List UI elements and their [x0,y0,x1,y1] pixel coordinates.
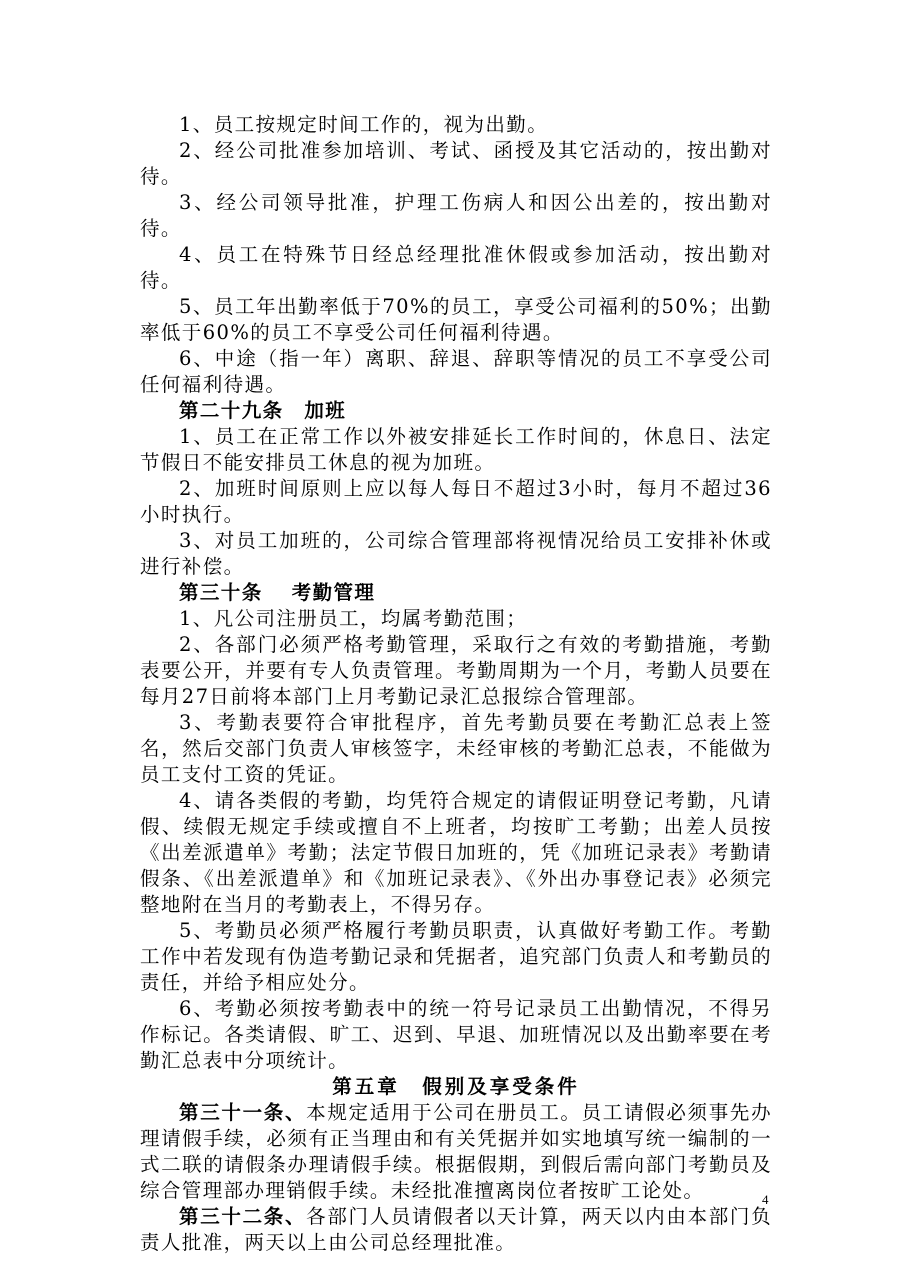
article-32-body: 各部门人员请假者以天计算，两天以内由本部门负责人批准，两天以上由公司总经理批准。 [140,1205,772,1254]
page-body [140,112,772,1256]
paragraph: 2、各部门必须严格考勤管理，采取行之有效的考勤措施，考勤表要公开，并要有专人负责管理。考勤周期为一个月，考勤人员要在每月27日前将本部门上月考勤记录汇总报综合管理部。 [140,633,772,708]
paragraph: 6、考勤必须按考勤表中的统一符号记录员工出勤情况，不得另作标记。各类请假、旷工、迟到、早退、加班情况以及出勤率要在考勤汇总表中分项统计。 [140,997,772,1072]
page-number: 4 [762,1192,769,1207]
paragraph: 2、经公司批准参加培训、考试、函授及其它活动的，按出勤对待。 [140,139,772,188]
paragraph: 6、中途（指一年）离职、辞退、辞职等情况的员工不享受公司任何福利待遇。 [140,347,772,396]
article-31-paragraph [140,1100,772,1204]
paragraph: 5、考勤员必须严格履行考勤员职责，认真做好考勤工作。考勤工作中若发现有伪造考勤记录和凭据者，追究部门负责人和考勤员的责任，并给予相应处分。 [140,919,772,994]
article-30-heading: 第三十条 考勤管理 [179,581,376,604]
paragraph: 2、加班时间原则上应以每人每日不超过3小时，每月不超过36小时执行。 [140,477,772,526]
article-32-title: 第三十二条、 [179,1205,307,1228]
paragraph: 1、员工在正常工作以外被安排延长工作时间的，休息日、法定节假日不能安排员工休息的视为加班。 [140,425,772,474]
article-32-paragraph [140,1204,772,1256]
chapter-5-heading: 第五章 假别及享受条件 [332,1075,580,1098]
paragraph: 5、员工年出勤率低于70%的员工，享受公司福利的50%；出勤率低于60%的员工不享受公司任何福利待遇。 [140,295,772,344]
paragraph: 4、请各类假的考勤，均凭符合规定的请假证明登记考勤，凡请假、续假无规定手续或擅自不上班者，均按旷工考勤；出差人员按《出差派遣单》考勤；法定节假日加班的，凭《加班记录表》考勤请假条、《出差派遣单》和《加班记录表》、《外出办事登记表》必须完整地附在当月的考勤表上，不得另存。 [140,789,772,916]
article-31-body: 本规定适用于公司在册员工。员工请假必须事先办理请假手续，必须有正当理由和有关凭据并如实地填写统一编制的一式二联的请假条办理请假手续。根据假期，到假后需向部门考勤员及综合管理部办理销假手续。未经批准擅离岗位者按旷工论处。 [140,1101,772,1202]
paragraph: 1、员工按规定时间工作的，视为出勤。 [179,113,549,136]
article-29-heading: 第二十九条 加班 [179,399,347,422]
paragraph: 3、对员工加班的，公司综合管理部将视情况给员工安排补休或进行补偿。 [140,529,772,578]
paragraph: 1、凡公司注册员工，均属考勤范围； [179,607,528,630]
paragraph: 4、员工在特殊节日经总经理批准休假或参加活动，按出勤对待。 [140,243,772,292]
paragraph: 3、经公司领导批准，护理工伤病人和因公出差的，按出勤对待。 [140,191,772,240]
paragraph: 3、考勤表要符合审批程序，首先考勤员要在考勤汇总表上签名，然后交部门负责人审核签字，未经审核的考勤汇总表，不能做为员工支付工资的凭证。 [140,711,772,786]
article-31-title: 第三十一条、 [179,1101,307,1124]
